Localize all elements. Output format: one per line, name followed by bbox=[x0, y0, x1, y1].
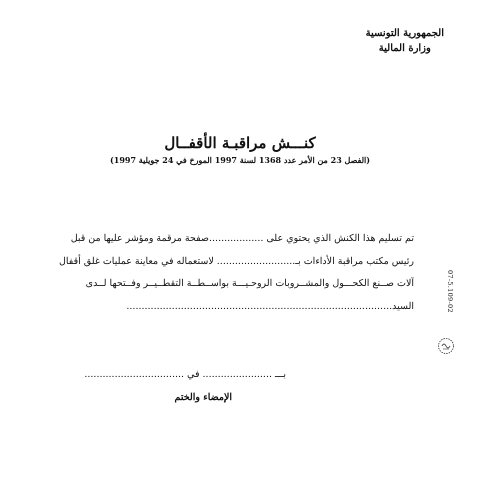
document-subtitle: (الفصل 23 من الأمر عدد 1368 لسنة 1997 المورخ في 24 جويلية 1997) bbox=[109, 155, 371, 165]
body-line-1: تم تسليم هذا الكنش الذي يحتوي على ..................صفحة مرقمة ومؤشر عليها من قبل bbox=[70, 233, 414, 244]
header-ministry: وزارة المالية bbox=[378, 43, 431, 54]
body-line-3: آلات صــنع الكحـــول والمشــروبات الروحـيـــة بواســطــة التقطــيــر وفــتحها لــدى bbox=[85, 278, 414, 289]
signature-label: الإمضاء والختم bbox=[174, 392, 232, 403]
stamp-icon bbox=[437, 337, 455, 355]
body-line-2: رئيس مكتب مراقبة الأداءات بـ.......................... لاستعماله في معاينة عمليات غلق أقفال bbox=[59, 255, 414, 267]
body-line-4: السيد........................................................................................ bbox=[126, 300, 414, 312]
body-paragraph bbox=[42, 228, 414, 318]
header-country: الجمهورية التونسية bbox=[365, 28, 444, 39]
issuer-header bbox=[366, 26, 444, 56]
form-code: 07-5.109-02 bbox=[446, 270, 454, 313]
document-title: كنـــش مراقبـة الأقفــال bbox=[164, 134, 316, 152]
date-place-line: بـــ ....................... في ................................. bbox=[84, 369, 286, 380]
title-block bbox=[0, 134, 480, 165]
